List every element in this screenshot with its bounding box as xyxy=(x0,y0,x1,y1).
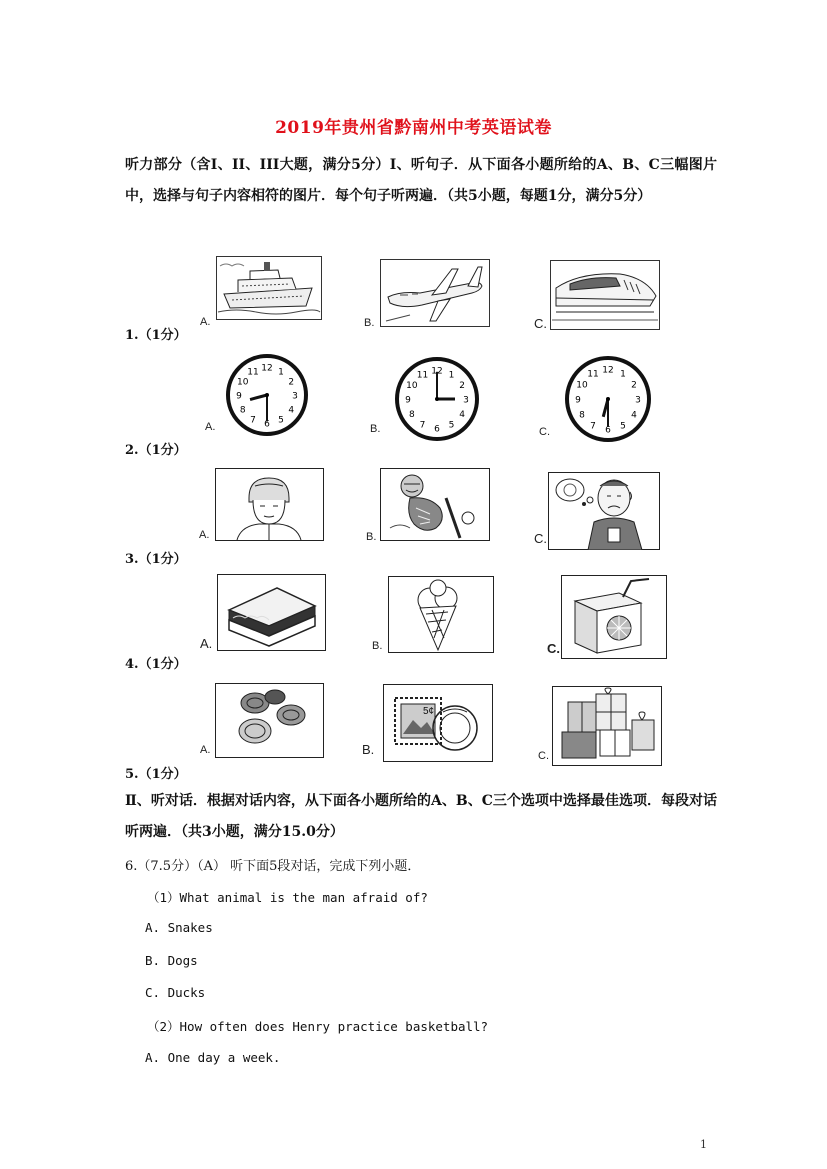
option-label-3a: A. xyxy=(199,529,210,541)
clock-center xyxy=(435,397,439,401)
ship-picture xyxy=(216,256,322,320)
option-label-1b: B. xyxy=(364,317,375,329)
clock-number: 5 xyxy=(448,420,455,431)
question-5-number: 5.（1分） xyxy=(125,767,187,782)
stamp-value-text: 5¢ xyxy=(423,706,435,717)
sub2-option-a: A. One day a week. xyxy=(145,1050,281,1065)
clock-number: 11 xyxy=(247,367,259,378)
clock-number: 11 xyxy=(587,369,599,380)
clock-center xyxy=(606,397,610,401)
option-label-4b: B. xyxy=(372,640,383,652)
clock-number: 5 xyxy=(620,421,626,432)
airplane-picture xyxy=(380,259,490,327)
option-label-5c: C. xyxy=(538,750,549,762)
clock-number: 1 xyxy=(620,369,626,380)
option-label-2b: B. xyxy=(370,423,381,435)
clock-number: 10 xyxy=(576,380,588,391)
clock-number: 6 xyxy=(605,425,611,436)
ice-cream-picture xyxy=(388,576,494,653)
juice-box-picture xyxy=(561,575,667,659)
clock-number: 4 xyxy=(631,410,637,421)
option-label-1a: A. xyxy=(200,316,211,328)
option-label-3c: C. xyxy=(534,531,547,546)
clock-number: 7 xyxy=(419,420,426,431)
clock-number: 12 xyxy=(261,363,273,374)
sandwich-picture xyxy=(217,574,326,651)
clock-number: 6 xyxy=(264,419,270,430)
clock-number: 8 xyxy=(409,410,415,420)
option-label-3b: B. xyxy=(366,531,377,543)
clock-number: 3 xyxy=(463,395,469,406)
option-label-2c: C. xyxy=(539,426,550,438)
gift-boxes-picture xyxy=(552,686,662,766)
sub1-option-a: A. Snakes xyxy=(145,920,213,935)
question-6-header: 6.（7.5分）（A） 听下面5段对话，完成下列小题． xyxy=(125,859,421,874)
sub1-option-c: C. Ducks xyxy=(145,985,206,1000)
clock-number: 7 xyxy=(250,415,256,426)
clock-number: 10 xyxy=(406,381,418,391)
clock-number: 9 xyxy=(236,391,242,402)
question-1-number: 1.（1分） xyxy=(125,328,187,343)
coins-picture xyxy=(215,683,324,758)
clock-number: 8 xyxy=(239,405,246,416)
person-sweating-picture xyxy=(548,472,660,550)
clock-number: 1 xyxy=(278,367,284,378)
clock-number: 7 xyxy=(590,421,596,432)
clock-number: 2 xyxy=(631,380,637,391)
option-label-5a: A. xyxy=(200,744,211,756)
clock-number: 11 xyxy=(416,370,429,381)
option-label-1c: C. xyxy=(534,316,547,331)
question-6-sub2: （2）How often does Henry practice basketball? xyxy=(147,1019,489,1034)
option-label-4c: C. xyxy=(547,641,560,656)
person-mess-picture xyxy=(380,468,490,541)
question-4-number: 4.（1分） xyxy=(125,657,187,672)
clock-number: 5 xyxy=(278,415,284,426)
person-helmet-picture xyxy=(215,468,324,541)
section-2-instructions: Ⅱ、听对话．根据对话内容，从下面各小题所给的A、B、C三个选项中选择最佳选项．每段对话听两遍．（共3小题，满分15.0分） xyxy=(125,793,717,840)
clock-number: 9 xyxy=(405,395,411,406)
option-label-4a: A. xyxy=(200,636,213,651)
clock-number: 8 xyxy=(579,410,585,421)
stamp-picture xyxy=(383,684,493,762)
option-label-2a: A. xyxy=(205,421,216,433)
clock-number: 6 xyxy=(434,424,440,435)
question-3-number: 3.（1分） xyxy=(125,552,187,567)
page-number: 1 xyxy=(700,1138,707,1151)
exam-title: 2019年贵州省黔南州中考英语试卷 xyxy=(275,118,552,138)
clock-number: 9 xyxy=(575,395,581,406)
clock-number: 3 xyxy=(292,391,298,402)
clock-number: 2 xyxy=(288,377,295,388)
clock-number: 2 xyxy=(459,381,465,391)
sub1-option-b: B. Dogs xyxy=(145,953,198,968)
option-label-5b: B. xyxy=(362,742,375,757)
clock-picture-b xyxy=(395,357,479,441)
clock-number: 12 xyxy=(602,365,614,376)
clock-picture-c xyxy=(565,356,651,442)
clock-number: 4 xyxy=(459,410,465,420)
clock-number: 10 xyxy=(237,377,249,388)
clock-number: 3 xyxy=(635,395,641,406)
listening-instructions: 听力部分（含I、II、III大题，满分5分）I、听句子．从下面各小题所给的A、B、C三幅图片中，选择与句子内容相符的图片．每个句子听两遍．（共5小题，每题1分，满分5分） xyxy=(125,157,717,204)
clock-number: 1 xyxy=(448,370,455,381)
clock-picture-a xyxy=(226,354,308,436)
question-2-number: 2.（1分） xyxy=(125,443,187,458)
clock-center xyxy=(265,393,269,397)
clock-number: 4 xyxy=(288,405,295,416)
train-picture xyxy=(550,260,660,330)
clock-number: 12 xyxy=(431,366,443,377)
question-6-sub1: （1）What animal is the man afraid of? xyxy=(147,890,428,905)
